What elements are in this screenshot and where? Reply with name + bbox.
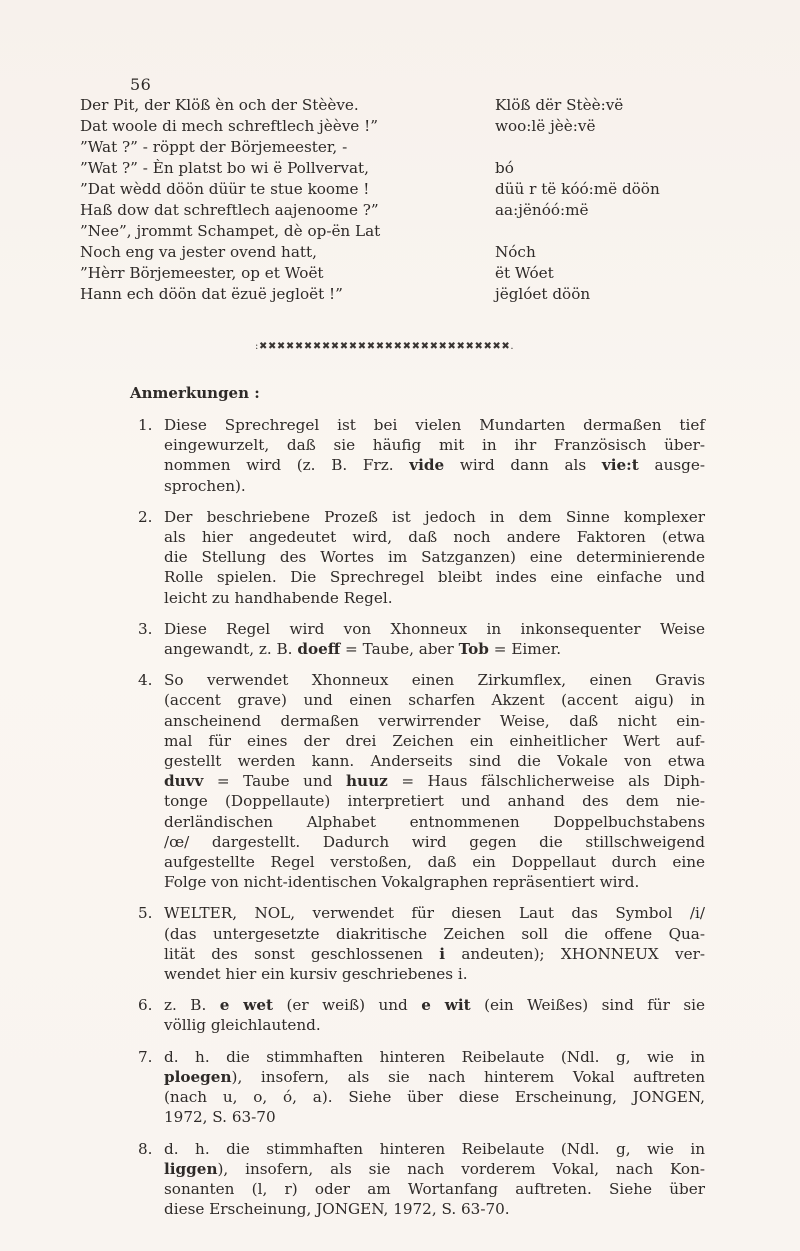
footnote-line: Diese Regel wird von Xhonneux in inkonsequenter Weise bbox=[164, 619, 705, 638]
notes-list bbox=[130, 415, 705, 1219]
footnote-line: z. B. e wet (er weiß) und e wit (ein Weißes) sind für sie bbox=[164, 996, 705, 1015]
footnote bbox=[130, 1139, 705, 1220]
footnote-line: wendet hier ein kursiv geschriebenes i. bbox=[164, 965, 468, 984]
footnote-line: 1972, S. 63-70 bbox=[164, 1108, 276, 1127]
footnote-number: 7. bbox=[138, 1047, 153, 1066]
phonetic-gloss: ët Wóet bbox=[495, 264, 554, 282]
footnote-line: angewandt, z. B. doeff = Taube, aber Tob = Eimer. bbox=[164, 640, 562, 659]
footnote-line: liggen), insofern, als sie nach vorderem Vokal, nach Kon- bbox=[164, 1159, 705, 1178]
footnote-line: mal für eines der drei Zeichen ein einheitlicher Wert auf- bbox=[164, 731, 705, 750]
footnote-number: 4. bbox=[138, 671, 153, 690]
footnote-line: (nach u, o, ó, a). Siehe über diese Erscheinung, JONGEN, bbox=[164, 1088, 705, 1107]
footnote-line: Der beschriebene Prozeß ist jedoch in dem Sinne komplexer bbox=[164, 507, 705, 526]
verse-text: Noch eng va jester ovend hatt, bbox=[80, 243, 317, 261]
footnote-line: anscheinend dermaßen verwirrender Weise, daß nicht ein- bbox=[164, 711, 705, 730]
footnote-number: 2. bbox=[138, 507, 153, 526]
footnote-line: /œ/ dargestellt. Dadurch wird gegen die stillschweigend bbox=[164, 832, 705, 851]
verse-text: ”Wat ?” - röppt der Börjemeester, - bbox=[80, 138, 348, 156]
footnote-line: aufgestellte Regel verstoßen, daß ein Doppellaut durch eine bbox=[164, 853, 705, 872]
poem-line bbox=[80, 221, 720, 242]
page-number: 56 bbox=[130, 75, 152, 94]
verse-text: Dat woole di mech schreftlech jèève !” bbox=[80, 117, 378, 135]
phonetic-gloss: Nóch bbox=[495, 243, 536, 261]
footnote-line: duvv = Taube und huuz = Haus fälschlicherweise als Diph- bbox=[164, 772, 705, 791]
verse-text: ”Nee”, jrommt Schampet, dè op-ën Lat bbox=[80, 222, 381, 240]
footnote-line: völlig gleichlautend. bbox=[164, 1016, 321, 1035]
verse-text: Der Pit, der Klöß èn och der Stèève. bbox=[80, 96, 359, 114]
phonetic-gloss: Klöß dër Stèè:vë bbox=[495, 96, 624, 114]
footnote-line: Diese Sprechregel ist bei vielen Mundarten dermaßen tief bbox=[164, 416, 705, 434]
phonetic-gloss: bó bbox=[495, 159, 514, 177]
footnote-line: Folge von nicht-identischen Vokalgraphen repräsentiert wird. bbox=[164, 873, 640, 892]
footnote-number: 8. bbox=[138, 1139, 153, 1158]
footnote bbox=[130, 1047, 705, 1128]
verse-text: ”Dat wèdd döön düür te stue koome ! bbox=[80, 180, 370, 198]
poem-line bbox=[80, 200, 720, 221]
phonetic-gloss: jëglóet döön bbox=[495, 285, 591, 303]
footnote-line: WELTER, NOL, verwendet für diesen Laut das Symbol /i/ bbox=[164, 904, 705, 923]
footnote-line: sonanten (l, r) oder am Wortanfang auftreten. Siehe über bbox=[164, 1179, 705, 1198]
footnote-line: leicht zu handhabende Regel. bbox=[164, 588, 393, 607]
footnote-line: eingewurzelt, daß sie häufig mit in ihr Französisch über- bbox=[164, 436, 705, 455]
poem-line bbox=[80, 137, 720, 158]
footnote-line: die Stellung des Wortes im Satzganzen) eine determinierende bbox=[164, 548, 705, 567]
footnote-line: tonge (Doppellaute) interpretiert und anhand des dem nie- bbox=[164, 792, 705, 811]
poem-line bbox=[80, 116, 720, 137]
footnote-line: (accent grave) und einen scharfen Akzent (accent aigu) in bbox=[164, 691, 705, 710]
footnote bbox=[130, 415, 705, 496]
footnote-line: sprochen). bbox=[164, 476, 246, 495]
phonetic-gloss: düü r të kóó:më döön bbox=[495, 180, 660, 198]
verse-text: ”Hèrr Börjemeester, op et Woët bbox=[80, 264, 324, 282]
footnote-line: ploegen), insofern, als sie nach hinterem Vokal auftreten bbox=[164, 1067, 705, 1086]
footnote-line: So verwendet Xhonneux einen Zirkumflex, einen Gravis bbox=[164, 671, 705, 690]
footnote-number: 3. bbox=[138, 619, 153, 638]
footnote bbox=[130, 619, 705, 659]
poem-line bbox=[80, 284, 720, 305]
footnote-number: 6. bbox=[138, 996, 153, 1015]
phonetic-gloss: woo:lë jèè:vë bbox=[495, 117, 596, 135]
phonetic-gloss: aa:jënóó:më bbox=[495, 201, 589, 219]
dialect-poem bbox=[80, 95, 720, 305]
ornamental-divider: :✖✖✖✖✖✖✖✖✖✖✖✖✖✖✖✖✖✖✖✖✖✖✖✖✖✖✖✖. bbox=[255, 341, 515, 352]
poem-line bbox=[80, 179, 720, 200]
verse-text: Hann ech döön dat ëzuë jegloët !” bbox=[80, 285, 343, 303]
footnote bbox=[130, 670, 705, 892]
footnote-line: Rolle spielen. Die Sprechregel bleibt indes eine einfache und bbox=[164, 568, 705, 587]
footnote-line: als hier angedeutet wird, daß noch andere Faktoren (etwa bbox=[164, 528, 705, 547]
notes-title: Anmerkungen : bbox=[130, 384, 260, 402]
verse-text: Haß dow dat schreftlech aajenoome ?” bbox=[80, 201, 379, 219]
footnote-line: nommen wird (z. B. Frz. vide wird dann als vie:t ausge- bbox=[164, 456, 705, 475]
footnote-line: d. h. die stimmhaften hinteren Reibelaute (Ndl. g, wie in bbox=[164, 1047, 705, 1066]
poem-line bbox=[80, 263, 720, 284]
footnote-line: lität des sonst geschlossenen i andeuten); XHONNEUX ver- bbox=[164, 944, 705, 963]
verse-text: ”Wat ?” - Èn platst bo wi ë Pollvervat, bbox=[80, 159, 369, 177]
footnote-number: 1. bbox=[138, 416, 153, 434]
footnote-line: (das untergesetzte diakritische Zeichen soll die offene Qua- bbox=[164, 924, 705, 943]
poem-line bbox=[80, 242, 720, 263]
footnote-number: 5. bbox=[138, 904, 153, 923]
footnote bbox=[130, 903, 705, 984]
footnote-line: derländischen Alphabet entnommenen Doppelbuchstabens bbox=[164, 812, 705, 831]
poem-line bbox=[80, 95, 720, 116]
footnote-line: d. h. die stimmhaften hinteren Reibelaute (Ndl. g, wie in bbox=[164, 1139, 705, 1158]
footnote bbox=[130, 507, 705, 608]
footnote-line: diese Erscheinung, JONGEN, 1972, S. 63-70. bbox=[164, 1200, 510, 1219]
notes-section bbox=[130, 383, 705, 1230]
footnote-line: gestellt werden kann. Anderseits sind die Vokale von etwa bbox=[164, 752, 705, 771]
footnote bbox=[130, 995, 705, 1035]
poem-line bbox=[80, 158, 720, 179]
